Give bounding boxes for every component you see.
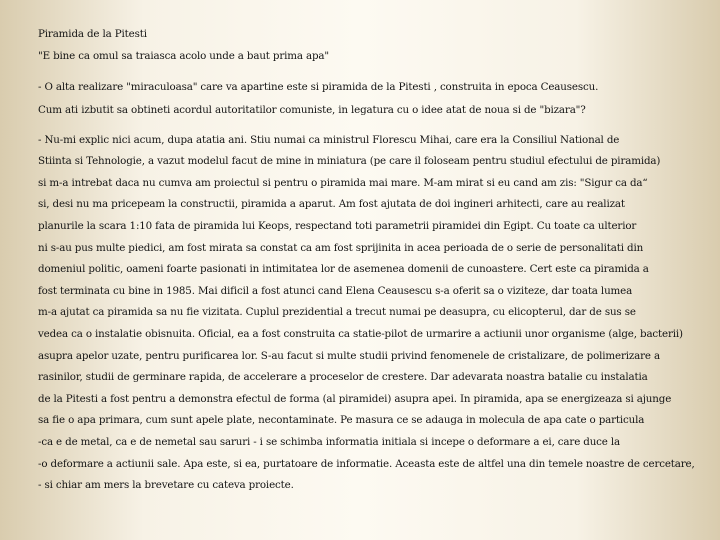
question-line: - O alta realizare "miraculoasa" care va apartine este si piramida de la Pitesti , construita in epoca Ceausescu. bbox=[38, 81, 599, 93]
answer-line: sa fie o apa primara, cum sunt apele plate, necontaminate. Pe masura ce se adauga in molecula de apa cate o particula bbox=[38, 414, 645, 426]
document-quote: "E bine ca omul sa traiasca acolo unde a baut prima apa" bbox=[38, 50, 330, 62]
answer-line: de la Pitesti a fost pentru a demonstra efectul de forma (al piramidei) asupra apei. In piramida, apa se energizeaza si ajunge bbox=[38, 393, 672, 405]
answer-line: planurile la scara 1:10 fata de piramida lui Keops, respectand toti parametrii piramidei din Egipt. Cu toate ca ulterior bbox=[38, 220, 637, 232]
answer-line: si, desi nu ma pricepeam la constructii, piramida a aparut. Am fost ajutata de doi ingineri arhitecti, care au realizat bbox=[38, 198, 625, 210]
question-line: Cum ati izbutit sa obtineti acordul autoritatilor comuniste, in legatura cu o idee atat de noua si de "bizara"? bbox=[38, 104, 586, 116]
answer-line: rasinilor, studii de germinare rapida, de accelerare a proceselor de crestere. Dar adevarata noastra batalie cu instalatia bbox=[38, 371, 648, 383]
answer-line: -o deformare a actiunii sale. Apa este, si ea, purtatoare de informatie. Aceasta este de altfel una din temele noastre de cercetare, bbox=[38, 458, 695, 470]
answer-line: Stiinta si Tehnologie, a vazut modelul facut de mine in miniatura (pe care il foloseam pentru studiul efectului de piramida) bbox=[38, 155, 661, 167]
answer-line: domeniul politic, oameni foarte pasionati in intimitatea lor de asemenea domenii de cunoastere. Cert este ca piramida a bbox=[38, 263, 649, 275]
answer-line: vedea ca o instalatie obisnuita. Oficial, ea a fost construita ca statie-pilot de urmarire a actiunii unor organisme (alge, bacterii) bbox=[38, 328, 683, 340]
answer-line: ni s-au pus multe piedici, am fost mirata sa constat ca am fost sprijinita in acea perioada de o serie de personalitati din bbox=[38, 242, 644, 254]
document-title: Piramida de la Pitesti bbox=[38, 28, 147, 40]
answer-line: asupra apelor uzate, pentru purificarea lor. S-au facut si multe studii privind fenomenele de cristalizare, de polimerizare a bbox=[38, 350, 660, 362]
answer-line: - Nu-mi explic nici acum, dupa atatia ani. Stiu numai ca ministrul Florescu Mihai, care era la Consiliul National de bbox=[38, 134, 620, 146]
answer-line: fost terminata cu bine in 1985. Mai dificil a fost atunci cand Elena Ceausescu s-a oferit sa o viziteze, dar toata lumea bbox=[38, 285, 633, 297]
answer-line: si m-a intrebat daca nu cumva am proiectul si pentru o piramida mai mare. M-am mirat si eu cand am zis: "Sigur ca da“ bbox=[38, 177, 648, 189]
answer-line: - si chiar am mers la brevetare cu cateva proiecte. bbox=[38, 479, 294, 491]
answer-line: -ca e de metal, ca e de nemetal sau saruri - i se schimba informatia initiala si incepe o deformare a ei, care duce la bbox=[38, 436, 620, 448]
answer-line: m-a ajutat ca piramida sa nu fie vizitata. Cuplul prezidential a trecut numai pe deasupra, cu elicopterul, dar de sus se bbox=[38, 306, 636, 318]
